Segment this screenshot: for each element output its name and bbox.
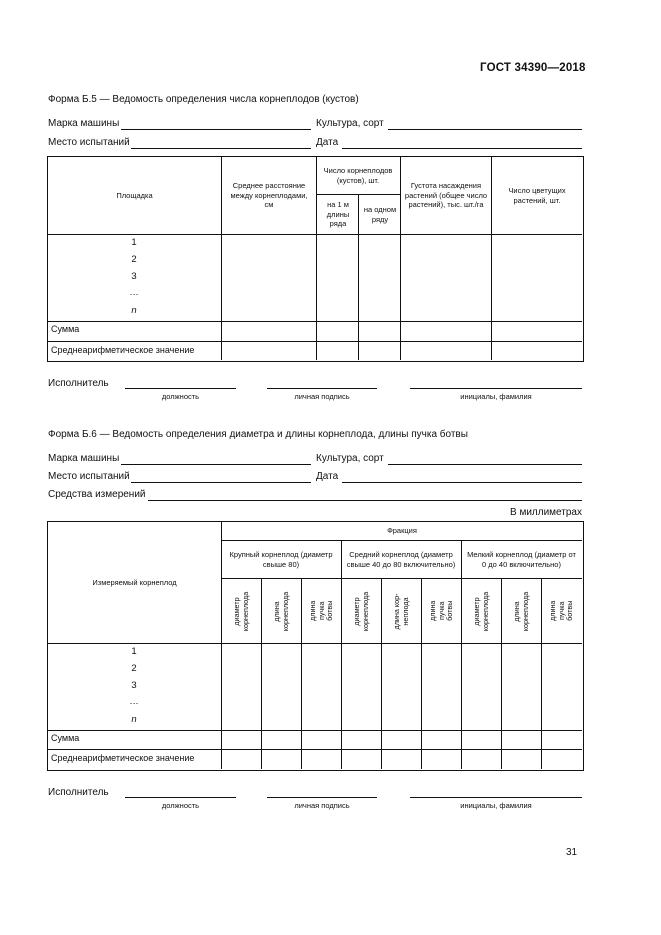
- col-small: Мелкий корнеплод (диаметр от 0 до 40 включительно): [467, 550, 576, 569]
- col-small-diameter: диаметр корнеплода: [472, 591, 490, 631]
- form5-signature-caption: личная подпись: [294, 392, 350, 401]
- sum-label: Сумма: [51, 324, 80, 334]
- form6-signature-line[interactable]: [267, 797, 377, 798]
- col-per-meter: на 1 м длины ряда: [326, 200, 350, 229]
- form6-machine-label: Марка машины: [48, 453, 120, 464]
- standard-code: ГОСТ 34390—2018: [480, 62, 586, 74]
- table-row: 2: [131, 663, 137, 674]
- form6-culture-label: Культура, сорт: [316, 453, 384, 464]
- form6-place-label: Место испытаний: [48, 471, 130, 482]
- form6-name-line[interactable]: [410, 797, 582, 798]
- col-fraction: Фракция: [387, 526, 417, 536]
- form5-position-line[interactable]: [125, 388, 236, 389]
- col-medium-diameter: диаметр корнеплода: [352, 591, 370, 631]
- table-row: …: [129, 696, 139, 707]
- table-row: n: [131, 714, 137, 725]
- col-large-length: длина корнеплода: [272, 591, 290, 631]
- table-row: …: [129, 287, 139, 298]
- form6-position-line[interactable]: [125, 797, 236, 798]
- table-row: 1: [131, 646, 137, 657]
- form5-signature-line[interactable]: [267, 388, 377, 389]
- form5-culture-label: Культура, сорт: [316, 118, 384, 129]
- form6-executor-label: Исполнитель: [48, 787, 109, 798]
- sum-label: Сумма: [51, 733, 80, 743]
- form5-machine-line[interactable]: [121, 129, 311, 130]
- mean-label: Среднеарифметическое значение: [51, 345, 195, 355]
- form6-instruments-label: Средства измерений: [48, 489, 146, 500]
- form5-machine-label: Марка машины: [48, 118, 120, 129]
- col-distance: Среднее расстояние между корнеплодами, см: [230, 181, 308, 210]
- form6-instruments-line[interactable]: [148, 500, 582, 501]
- page-number: 31: [566, 847, 578, 858]
- form6-date-line[interactable]: [342, 482, 582, 483]
- col-per-row: на одном ряду: [363, 205, 397, 224]
- form5-date-label: Дата: [316, 137, 339, 148]
- col-flowering: Число цветущих растений, шт.: [508, 186, 566, 205]
- col-medium-length: длина кор-неплода: [392, 593, 410, 629]
- col-large-tops: длина пучка ботвы: [307, 600, 334, 622]
- col-area: Площадка: [116, 190, 153, 200]
- form5-title: Форма Б.5 — Ведомость определения числа корнеплодов (кустов): [48, 94, 359, 105]
- table-row: n: [131, 305, 137, 316]
- col-large-diameter: диаметр корнеплода: [232, 591, 250, 631]
- mean-label: Среднеарифметическое значение: [51, 753, 195, 763]
- form5-position-caption: должность: [161, 392, 200, 401]
- table-row: 3: [131, 271, 137, 282]
- col-large: Крупный корнеплод (диаметр свыше 80): [229, 550, 333, 569]
- form6-title: Форма Б.6 — Ведомость определения диаметра и длины корнеплода, длины пучка ботвы: [48, 429, 468, 440]
- form6-place-line[interactable]: [131, 482, 311, 483]
- form6-date-label: Дата: [316, 471, 339, 482]
- form6-signature-caption: личная подпись: [294, 801, 350, 810]
- form5-place-label: Место испытаний: [48, 137, 130, 148]
- form5-executor-label: Исполнитель: [48, 378, 109, 389]
- table-row: 1: [131, 237, 137, 248]
- table-row: 2: [131, 254, 137, 265]
- form6-culture-line[interactable]: [388, 464, 582, 465]
- col-measured: Измеряемый корнеплод: [92, 577, 177, 587]
- form6-name-caption: инициалы, фамилия: [460, 801, 532, 810]
- form5-date-line[interactable]: [342, 148, 582, 149]
- form5-culture-line[interactable]: [388, 129, 582, 130]
- col-medium: Средний корнеплод (диаметр свыше 40 до 80 включительно): [346, 550, 456, 569]
- form6-unit: В миллиметрах: [510, 507, 582, 518]
- form5-name-caption: инициалы, фамилия: [460, 392, 532, 401]
- form5-name-line[interactable]: [410, 388, 582, 389]
- col-count: Число корнеплодов (кустов), шт.: [323, 166, 393, 185]
- table-row: 3: [131, 680, 137, 691]
- col-medium-tops: длина пучка ботвы: [427, 600, 454, 622]
- col-density: Густота насаждения растений (общее число растений), тыс. шт./га: [404, 181, 488, 210]
- form5-place-line[interactable]: [131, 148, 311, 149]
- form6-machine-line[interactable]: [121, 464, 311, 465]
- col-small-length: длина корнеплода: [512, 591, 530, 631]
- form6-position-caption: должность: [161, 801, 200, 810]
- col-small-tops: длина пучка ботвы: [547, 600, 574, 622]
